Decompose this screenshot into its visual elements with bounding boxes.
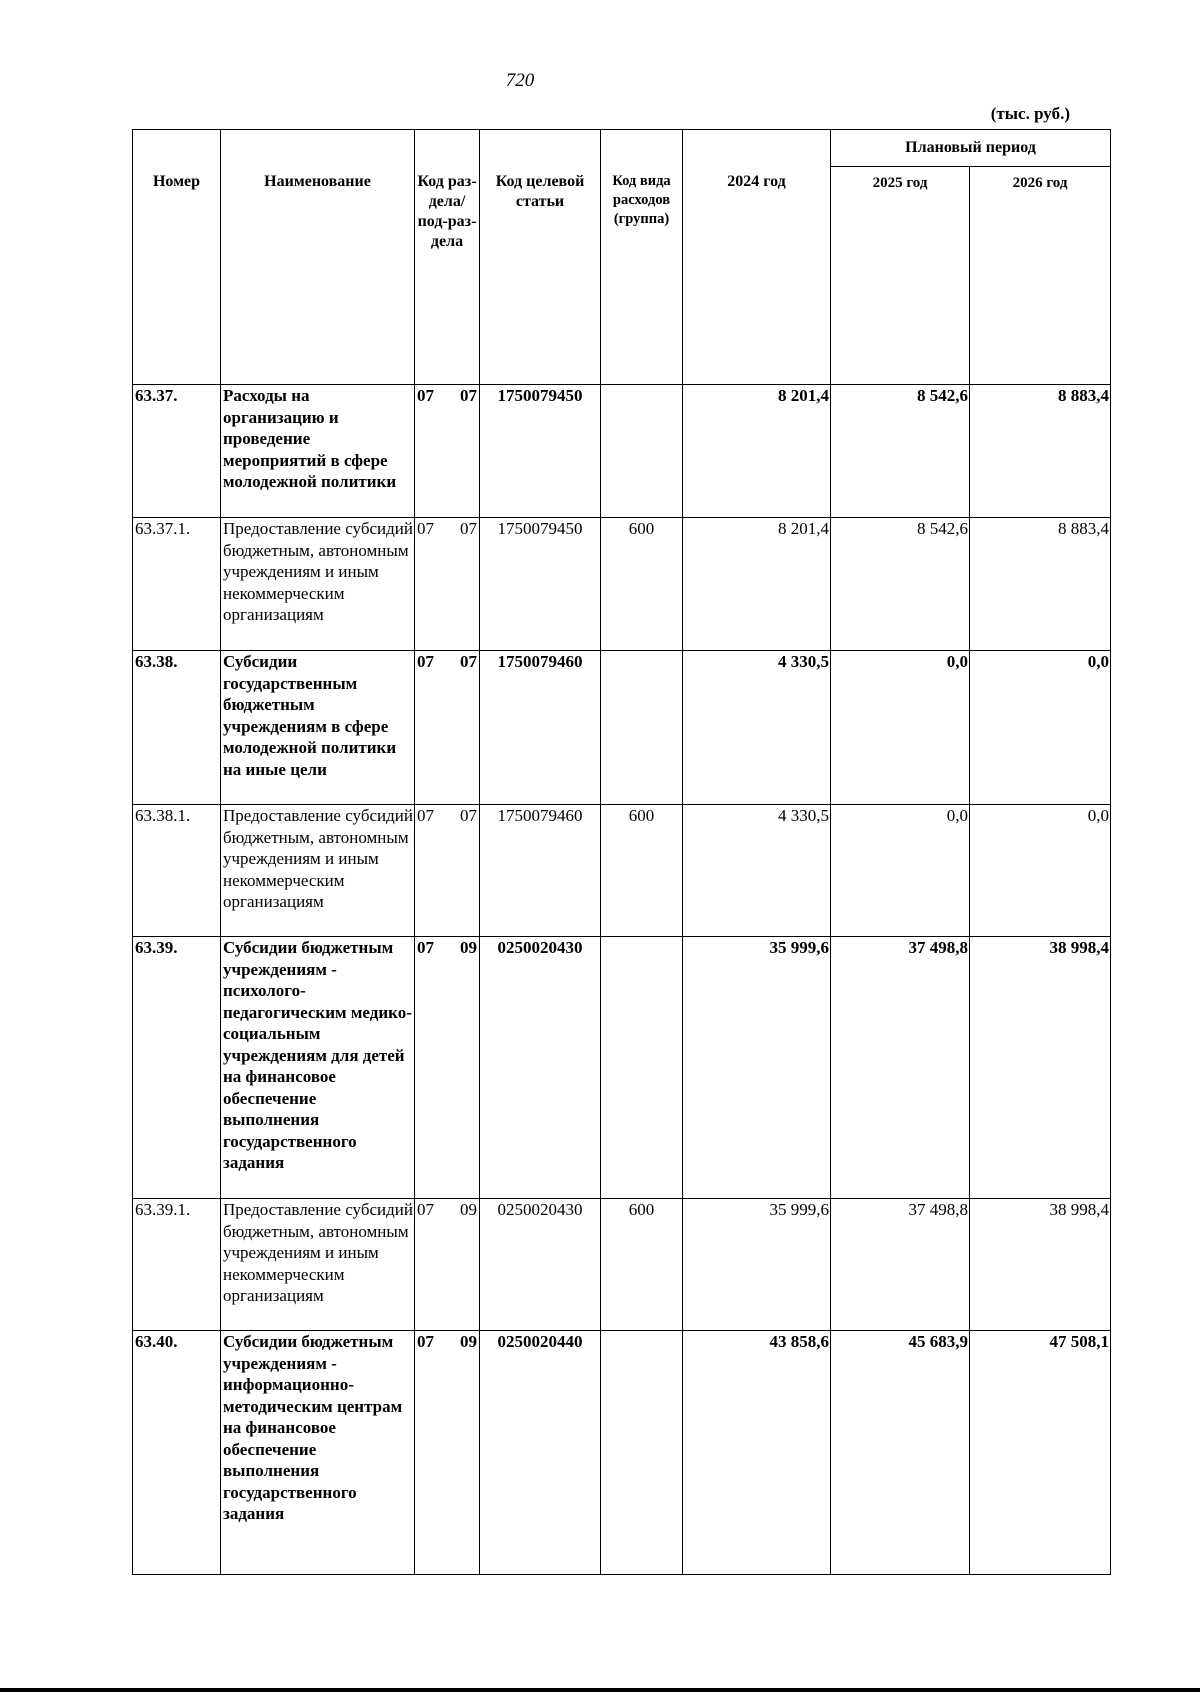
row-target-code: 0250020440 bbox=[480, 1331, 601, 1575]
row-section-code bbox=[415, 937, 480, 1199]
header-planned-period: Плановый период bbox=[831, 130, 1111, 167]
row-number: 63.38. bbox=[133, 651, 221, 805]
subsection: 07 bbox=[460, 386, 477, 405]
row-number: 63.37.1. bbox=[133, 518, 221, 651]
section: 07 bbox=[417, 938, 434, 957]
row-amount-2026: 0,0 bbox=[970, 805, 1111, 937]
row-number: 63.38.1. bbox=[133, 805, 221, 937]
subsection: 07 bbox=[460, 519, 477, 538]
units-label: (тыс. руб.) bbox=[990, 104, 1070, 123]
row-number: 63.37. bbox=[133, 385, 221, 518]
header-year-2025: 2025 год bbox=[831, 167, 970, 385]
section: 07 bbox=[417, 1332, 434, 1351]
row-amount-2026: 8 883,4 bbox=[970, 385, 1111, 518]
row-expense-type: 600 bbox=[601, 805, 683, 937]
subsection: 09 bbox=[460, 938, 477, 957]
row-amount-2025: 0,0 bbox=[831, 651, 970, 805]
table-row bbox=[133, 385, 1111, 518]
row-target-code: 1750079460 bbox=[480, 651, 601, 805]
budget-table bbox=[132, 129, 1111, 1575]
row-section-code bbox=[415, 651, 480, 805]
table-row bbox=[133, 1199, 1111, 1331]
row-section-code bbox=[415, 518, 480, 651]
header-year-2024: 2024 год bbox=[683, 130, 831, 385]
row-number: 63.39. bbox=[133, 937, 221, 1199]
row-expense-type: 600 bbox=[601, 518, 683, 651]
row-expense-type: 600 bbox=[601, 1199, 683, 1331]
row-target-code: 0250020430 bbox=[480, 937, 601, 1199]
row-name: Предоставление субсидий бюджетным, автономным учреждениям и иным некоммерческим организациям bbox=[221, 1199, 415, 1331]
row-amount-2025: 8 542,6 bbox=[831, 385, 970, 518]
row-amount-2026: 0,0 bbox=[970, 651, 1111, 805]
header-expense-type: Код вида расходов (группа) bbox=[601, 130, 683, 385]
row-name: Субсидии государственным бюджетным учреждениям в сфере молодежной политики на иные цели bbox=[221, 651, 415, 805]
header-name: Наименование bbox=[221, 130, 415, 385]
row-number: 63.39.1. bbox=[133, 1199, 221, 1331]
header-target-code: Код целевой статьи bbox=[480, 130, 601, 385]
row-section-code bbox=[415, 1199, 480, 1331]
row-section-code bbox=[415, 385, 480, 518]
row-target-code: 1750079460 bbox=[480, 805, 601, 937]
row-amount-2024: 4 330,5 bbox=[683, 651, 831, 805]
header-number: Номер bbox=[133, 130, 221, 385]
table-row bbox=[133, 651, 1111, 805]
row-amount-2026: 8 883,4 bbox=[970, 518, 1111, 651]
row-amount-2024: 35 999,6 bbox=[683, 1199, 831, 1331]
table-row bbox=[133, 937, 1111, 1199]
page-number: 720 bbox=[505, 70, 535, 91]
section: 07 bbox=[417, 1200, 434, 1219]
row-amount-2024: 4 330,5 bbox=[683, 805, 831, 937]
row-amount-2026: 47 508,1 bbox=[970, 1331, 1111, 1575]
section: 07 bbox=[417, 806, 434, 825]
row-name: Расходы на организацию и проведение мероприятий в сфере молодежной политики bbox=[221, 385, 415, 518]
row-amount-2025: 37 498,8 bbox=[831, 937, 970, 1199]
header-year-2026: 2026 год bbox=[970, 167, 1111, 385]
section: 07 bbox=[417, 519, 434, 538]
row-expense-type bbox=[601, 937, 683, 1199]
row-number: 63.40. bbox=[133, 1331, 221, 1575]
subsection: 09 bbox=[460, 1200, 477, 1219]
row-amount-2025: 37 498,8 bbox=[831, 1199, 970, 1331]
section: 07 bbox=[417, 652, 434, 671]
page-bottom-border bbox=[0, 1688, 1200, 1692]
row-amount-2025: 45 683,9 bbox=[831, 1331, 970, 1575]
row-expense-type bbox=[601, 651, 683, 805]
subsection: 09 bbox=[460, 1332, 477, 1351]
table-row bbox=[133, 805, 1111, 937]
row-name: Субсидии бюджетным учреждениям - информационно-методическим центрам на финансовое обеспечение выполнения государственного задания bbox=[221, 1331, 415, 1575]
header-row-1 bbox=[133, 130, 1111, 167]
row-amount-2024: 43 858,6 bbox=[683, 1331, 831, 1575]
table-row bbox=[133, 518, 1111, 651]
row-name: Предоставление субсидий бюджетным, автономным учреждениям и иным некоммерческим организациям bbox=[221, 805, 415, 937]
row-amount-2026: 38 998,4 bbox=[970, 1199, 1111, 1331]
row-amount-2025: 0,0 bbox=[831, 805, 970, 937]
row-amount-2025: 8 542,6 bbox=[831, 518, 970, 651]
row-name: Субсидии бюджетным учреждениям - психолого-педагогическим медико-социальным учреждениям для детей на финансовое обеспечение выполнения государственного задания bbox=[221, 937, 415, 1199]
row-target-code: 0250020430 bbox=[480, 1199, 601, 1331]
row-section-code bbox=[415, 1331, 480, 1575]
row-amount-2024: 35 999,6 bbox=[683, 937, 831, 1199]
row-expense-type bbox=[601, 385, 683, 518]
row-amount-2024: 8 201,4 bbox=[683, 518, 831, 651]
subsection: 07 bbox=[460, 806, 477, 825]
section: 07 bbox=[417, 386, 434, 405]
row-expense-type bbox=[601, 1331, 683, 1575]
row-amount-2026: 38 998,4 bbox=[970, 937, 1111, 1199]
row-target-code: 1750079450 bbox=[480, 385, 601, 518]
header-section-code: Код раз-дела/ под-раз-дела bbox=[415, 130, 480, 385]
row-name: Предоставление субсидий бюджетным, автономным учреждениям и иным некоммерческим организациям bbox=[221, 518, 415, 651]
subsection: 07 bbox=[460, 652, 477, 671]
row-target-code: 1750079450 bbox=[480, 518, 601, 651]
row-section-code bbox=[415, 805, 480, 937]
table-row bbox=[133, 1331, 1111, 1575]
row-amount-2024: 8 201,4 bbox=[683, 385, 831, 518]
